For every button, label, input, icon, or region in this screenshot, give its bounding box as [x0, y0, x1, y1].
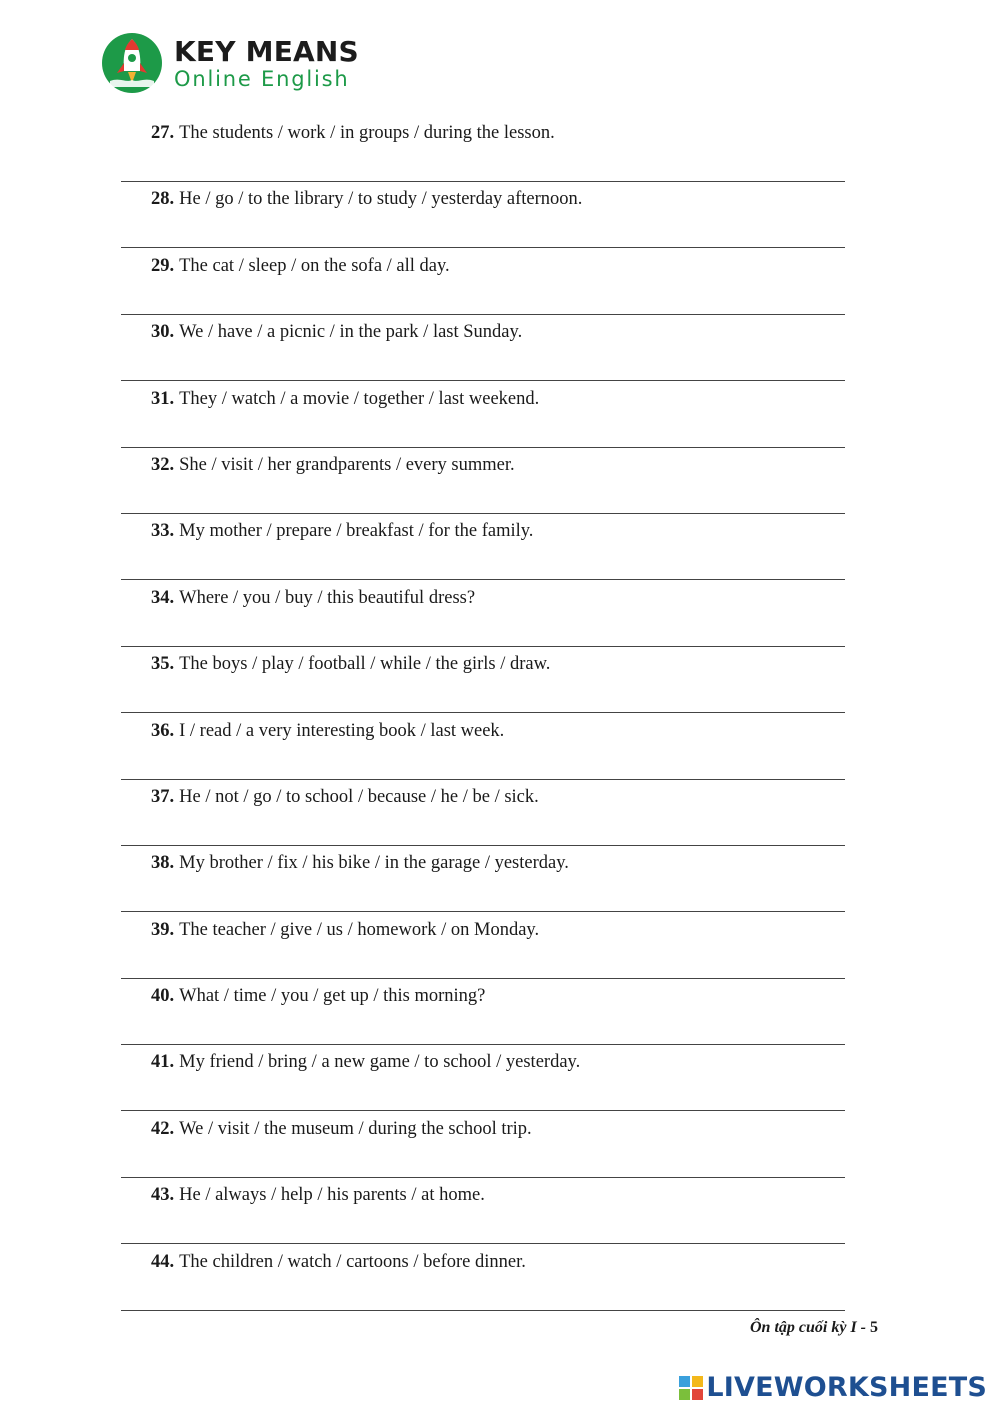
page-number: 5: [870, 1319, 878, 1336]
brand-logo: [100, 33, 359, 93]
exercise-number: 37.: [151, 786, 175, 807]
exercise-item: [0, 1244, 999, 1310]
exercise-prompt: [151, 320, 522, 344]
exercise-prompt: [151, 1117, 532, 1141]
exercise-prompt: [151, 984, 485, 1008]
exercise-text: Where / you / buy / this beautiful dress?: [179, 587, 476, 608]
exercise-number: 41.: [151, 1052, 175, 1073]
exercise-text: He / not / go / to school / because / he / be / sick.: [179, 786, 539, 807]
exercise-prompt: [151, 254, 450, 278]
answer-line[interactable]: [121, 1310, 845, 1311]
exercise-prompt: [151, 851, 569, 875]
page-footer: [750, 1319, 878, 1337]
exercise-number: 34.: [151, 587, 175, 608]
exercise-number: 43.: [151, 1185, 175, 1206]
exercise-list: [0, 115, 999, 1310]
exercise-prompt: [151, 187, 582, 211]
exercise-text: She / visit / her grandparents / every summer.: [179, 454, 515, 475]
exercise-item: [0, 1177, 999, 1243]
exercise-text: I / read / a very interesting book / last week.: [179, 720, 505, 741]
exercise-item: [0, 314, 999, 380]
exercise-text: They / watch / a movie / together / last weekend.: [179, 388, 540, 409]
exercise-number: 38.: [151, 853, 175, 874]
rocket-logo-icon: [100, 33, 164, 93]
exercise-item: [0, 1111, 999, 1177]
exercise-number: 27.: [151, 123, 175, 143]
exercise-number: 32.: [151, 454, 175, 475]
exercise-prompt: [151, 918, 539, 942]
exercise-item: [0, 1044, 999, 1110]
exercise-number: 28.: [151, 189, 175, 210]
exercise-prompt: [151, 387, 539, 411]
exercise-prompt: [151, 453, 515, 477]
exercise-prompt: [151, 586, 475, 610]
exercise-text: The children / watch / cartoons / before dinner.: [179, 1251, 526, 1272]
exercise-prompt: [151, 1183, 485, 1207]
exercise-text: The teacher / give / us / homework / on Monday.: [179, 919, 540, 940]
exercise-item: [0, 646, 999, 712]
exercise-item: [0, 978, 999, 1044]
exercise-number: 42.: [151, 1118, 175, 1139]
exercise-text: My friend / bring / a new game / to school / yesterday.: [179, 1052, 581, 1073]
exercise-item: [0, 912, 999, 978]
exercise-text: He / always / help / his parents / at home.: [179, 1185, 485, 1206]
exercise-number: 31.: [151, 388, 175, 409]
exercise-item: [0, 447, 999, 513]
exercise-text: What / time / you / get up / this morning?: [179, 986, 486, 1007]
exercise-text: The boys / play / football / while / the girls / draw.: [179, 654, 551, 675]
brand-wordmark: [174, 35, 359, 91]
exercise-item: [0, 779, 999, 845]
exercise-prompt: [151, 785, 539, 809]
exercise-item: [0, 713, 999, 779]
brand-subtitle: Online English: [174, 67, 350, 91]
exercise-item: [0, 580, 999, 646]
exercise-number: 39.: [151, 919, 175, 940]
exercise-text: My brother / fix / his bike / in the garage / yesterday.: [179, 853, 569, 874]
exercise-number: 36.: [151, 720, 175, 741]
brand-title: KEY MEANS: [174, 35, 359, 68]
exercise-item: [0, 845, 999, 911]
watermark-text: LIVEWORKSHEETS: [706, 1372, 987, 1403]
exercise-prompt: [151, 719, 504, 743]
exercise-text: My mother / prepare / breakfast / for the family.: [179, 521, 534, 542]
exercise-number: 33.: [151, 521, 175, 542]
exercise-number: 29.: [151, 255, 175, 276]
exercise-text: He / go / to the library / to study / yesterday afternoon.: [179, 189, 583, 210]
exercise-number: 44.: [151, 1251, 175, 1272]
section-title: Ôn tập cuối kỳ I -: [750, 1319, 870, 1336]
exercise-number: 30.: [151, 322, 175, 343]
exercise-item: [0, 115, 999, 181]
exercise-text: We / have / a picnic / in the park / last Sunday.: [179, 322, 523, 343]
exercise-text: The students / work / in groups / during the lesson.: [179, 123, 555, 143]
exercise-prompt: [151, 1250, 526, 1274]
exercise-number: 35.: [151, 654, 175, 675]
exercise-prompt: [151, 121, 555, 145]
exercise-prompt: [151, 1050, 580, 1074]
exercise-prompt: [151, 519, 533, 543]
exercise-item: [0, 381, 999, 447]
exercise-number: 40.: [151, 986, 175, 1007]
exercise-item: [0, 181, 999, 247]
liveworksheets-logo-icon: [678, 1375, 704, 1401]
exercise-item: [0, 513, 999, 579]
exercise-item: [0, 248, 999, 314]
exercise-prompt: [151, 652, 550, 676]
exercise-text: We / visit / the museum / during the school trip.: [179, 1118, 532, 1139]
liveworksheets-watermark: [678, 1372, 987, 1403]
exercise-text: The cat / sleep / on the sofa / all day.: [179, 255, 450, 276]
